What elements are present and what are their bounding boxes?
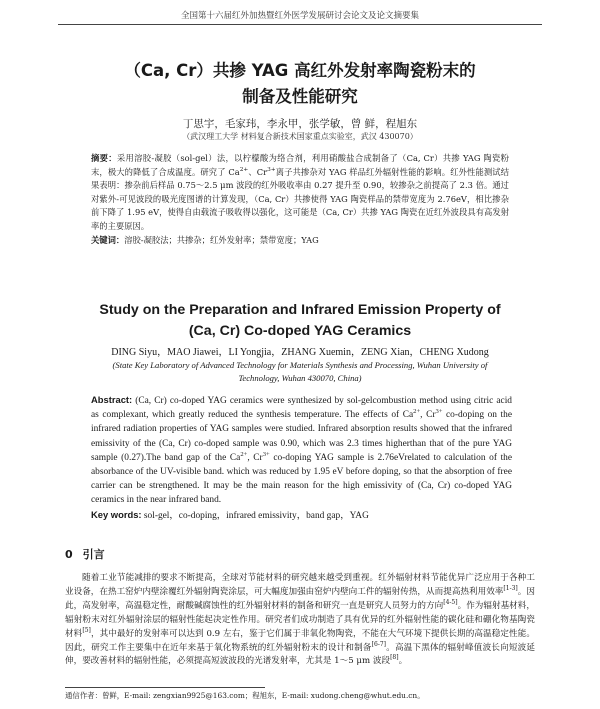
superscript: 2+ bbox=[239, 166, 249, 173]
english-keywords-label: Key words: bbox=[91, 508, 142, 520]
body-text-3: 。作为辐射基材料，辐射粉末对红外辐射涂层的辐射性能起决定性作用。研究者们成功制造了具有优异的红外辐射性能的碳化硅和硼化物基陶瓷材料 bbox=[65, 600, 535, 639]
section-title: 引言 bbox=[82, 548, 105, 561]
chinese-abstract bbox=[91, 152, 509, 247]
body-text-1: 随着工业节能减排的要求不断提高，全球对节能材料的研究越来越受到重视。红外辐射材料节能优异广泛应用于各种工业设备，在热工窑炉内壁涂覆红外辐射陶瓷涂层，可大幅度加强由窑炉内壁向工件的辐射传热，从而提高热利用效率 bbox=[65, 573, 535, 597]
body-text-2: 。因此，高发射率，高温稳定性，耐酸碱腐蚀性的红外辐射材料的制备和研究一直是研究人员努力的方向 bbox=[65, 586, 535, 611]
english-authors: DING Siyu，MAO Jiawei，LI Yongjia，ZHANG Xuemin，ZENG Xian，CHENG Xudong bbox=[111, 347, 489, 358]
superscript: 2+ bbox=[240, 450, 248, 458]
chinese-title bbox=[0, 58, 600, 110]
body-text-4: ，其中最好的发射率可以达到 0.9 左右，鉴于它们属于非氧化物陶瓷，不能在大气环境下提供长期的高温稳定性能。因此，研究工作主要集中在近年来基于氧化物系统的红外辐射粉末的设计和制备 bbox=[65, 628, 535, 653]
english-abstract-text-3: co-doping on the infrared radiation properties of YAG samples were studied. Infrared absorption results showed that the infrared emissivity of the (Ca, Cr) co-doped sample was 0.90, which was 2.3 times higherthan that of the pure YAG sample (0.27).The band gap of the Ca bbox=[91, 410, 513, 463]
chinese-abstract-text-1: 采用溶胶-凝胶（sol-gel）法，以柠檬酸为络合剂，利用硝酸盐合成制备了（Ca, Cr）共掺 YAG 陶瓷粉末，极大的降低了合成温度。研究了 Ca bbox=[91, 153, 509, 177]
chinese-title-line-1: （Ca, Cr）共掺 YAG 高红外发射率陶瓷粉末的 bbox=[124, 61, 476, 80]
citation: [5] bbox=[82, 626, 91, 634]
introduction-paragraph bbox=[65, 572, 535, 669]
english-title-line-1: Study on the Preparation and Infrared Emission Property of bbox=[99, 302, 501, 318]
superscript: 3+ bbox=[267, 166, 276, 173]
english-abstract bbox=[91, 393, 512, 523]
body-text-5: 。高温下黑体的辐射峰值波长向短波延伸，要改善材料的辐射性能，必须提高短波波段的光谱发射率，尤其是 1～5 μm 波段 bbox=[65, 642, 535, 667]
footnote-rule bbox=[65, 687, 265, 688]
chinese-authors: 丁思宇，毛家玮，李永甲，张学敏，曾 鲜，程旭东 bbox=[182, 118, 418, 130]
corresponding-author-footnote: 通信作者：曾鲜，E-mail: zengxian9925@163.com；程旭东，E-mail: xudong.cheng@whut.edu.cn。 bbox=[65, 691, 425, 700]
english-abstract-text-1: (Ca, Cr) co-doped YAG ceramics were synthesized by sol-gelcombustion method using citric acid as complexant, which greatly reduced the synthesis temperature. The effects of Ca bbox=[91, 396, 512, 421]
chinese-abstract-text-2: 、Cr bbox=[248, 166, 268, 177]
chinese-keywords: 溶胶-凝胶法；共掺杂；红外发射率；禁带宽度；YAG bbox=[124, 234, 319, 245]
chinese-title-line-2: 制备及性能研究 bbox=[242, 87, 358, 106]
english-affiliation: (State Key Laboratory of Advanced Technology for Materials Synthesis and Processing, Wuhan University of Technology, Wuhan 430070, China) bbox=[112, 360, 488, 383]
chinese-abstract-label: 摘要： bbox=[91, 153, 117, 163]
superscript: 2+ bbox=[413, 408, 421, 416]
english-abstract-text-2: , Cr bbox=[420, 410, 436, 421]
citation: [1-3] bbox=[503, 585, 518, 593]
citation: [6-7] bbox=[371, 640, 387, 648]
superscript: 3+ bbox=[262, 450, 270, 458]
citation: [8] bbox=[390, 654, 399, 662]
chinese-abstract-text-3: 离子共掺杂对 YAG 样品红外辐射性能的影响。红外性能测试结果表明：掺杂前后样品 0.75～2.5 μm 波段的红外吸收率由 0.27 提升至 0.90，较掺杂之前提高了 2.3 倍。通过对紫外-可见波段的吸光度图谱的计算发现，（Ca, Cr）共掺使得 YAG 陶瓷样品的禁带宽度为 2.76eV，相比掺杂前下降了 1.95 eV，使得自由载流子吸收得以强化，这可能是（Ca, Cr）共掺 YAG 陶瓷在近红外波段具有高发射率的主要原因。 bbox=[91, 166, 509, 231]
english-title-line-2: (Ca, Cr) Co-doped YAG Ceramics bbox=[188, 323, 412, 339]
running-head: 全国第十六届红外加热暨红外医学发展研讨会论文及论文摘要集 bbox=[180, 11, 419, 21]
english-abstract-label: Abstract: bbox=[91, 394, 133, 405]
english-abstract-text-4: , Cr bbox=[247, 452, 263, 463]
english-abstract-text-5: co-doping YAG sample is 2.76eVrelated to calculation of the absorbance of the UV-visible band. which was reduced by 1.95 eV before doping, so that the absorption of free carrier can be strengthened. It may be the main reason for the high emissivity of (Ca, Cr) co-doped YAG ceramics in the near infrared band. bbox=[91, 452, 513, 506]
chinese-keywords-label: 关键词： bbox=[91, 234, 125, 245]
header-rule bbox=[58, 24, 542, 25]
english-title bbox=[0, 300, 600, 342]
citation: [4-5] bbox=[443, 598, 458, 606]
english-keywords: sol-gel，co-doping，infrared emissivity，band gap，YAG bbox=[141, 510, 369, 521]
superscript: 3+ bbox=[435, 408, 443, 416]
body-text-6: 。 bbox=[398, 656, 408, 667]
chinese-affiliation: （武汉理工大学 材料复合新技术国家重点实验室，武汉 430070） bbox=[182, 132, 418, 141]
section-heading bbox=[65, 546, 105, 562]
section-number: 0 bbox=[65, 548, 73, 561]
